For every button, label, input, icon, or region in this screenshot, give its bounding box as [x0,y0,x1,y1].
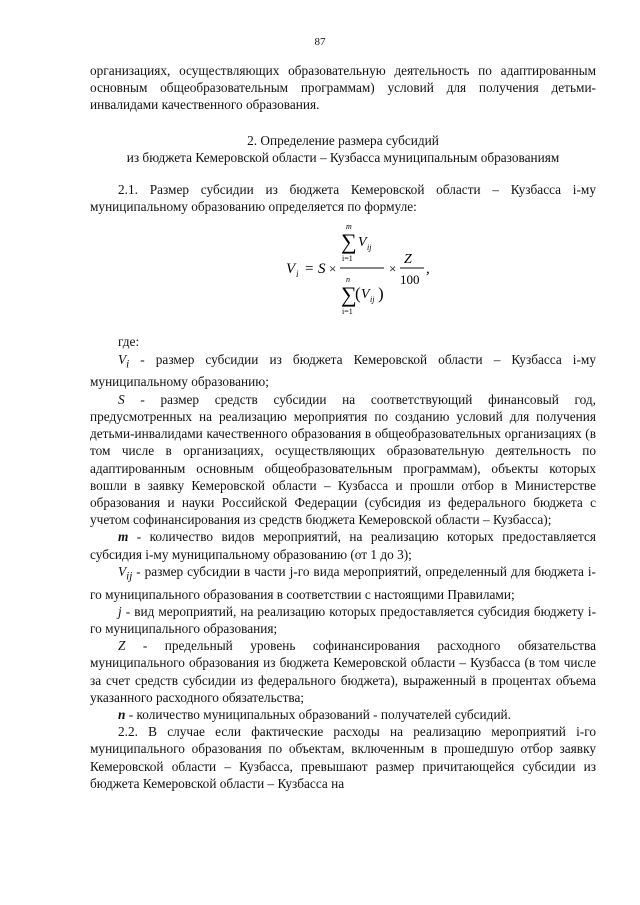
formula-z: Z [404,252,412,268]
definition-vi [90,351,596,391]
intro-paragraph: организациях, осуществляющих образовательную деятельность по адаптированным основным общеобразовательным программам) условий для получения детьми-инвалидами качественного образования. [90,63,596,113]
formula-den-rparen: ) [378,284,384,304]
formula-num-sum-top: m [346,222,352,232]
formula-100: 100 [400,272,420,288]
formula-lhs: V [286,261,296,278]
definition-vij [90,563,596,603]
definition-j [90,603,596,637]
formula-equals: = [305,261,314,278]
definition-n-text: - количество муниципальных образований - получателей субсидий. [125,707,511,722]
symbol-j: j [118,603,122,619]
definition-m-text: - количество видов мероприятий, на реализацию которых предоставляется субсидия i-му муниципальному образованию (от 1 до 3); [90,529,596,562]
formula-svg [286,219,446,319]
definition-z [90,637,596,706]
formula-comma: , [426,261,430,278]
formula-den-sum-top: n [346,275,350,285]
symbol-z: Z [118,638,126,654]
symbol-vij-sub: ij [126,570,133,583]
symbol-n: n [118,707,126,722]
section-heading-line1: 2. Определение размера субсидий [247,132,439,148]
formula-times-1: × [329,261,337,277]
formula-num-sum-bottom: i=1 [342,254,353,264]
formula-den-var: V [361,287,370,303]
section-heading-line2: из бюджета Кемеровской области – Кузбасса муниципальным образованиям [126,149,560,165]
definition-vi-text: - размер субсидии из бюджета Кемеровской области – Кузбасса i-му муниципальному образованию; [90,351,596,390]
paragraph-2-1: 2.1. Размер субсидии из бюджета Кемеровской области – Кузбасса i-му муниципальному образованию определяется по формуле: [90,182,596,215]
symbol-s: S [118,391,125,407]
definition-n [90,706,596,723]
definition-m [90,528,596,562]
formula-num-sub: ij [367,243,372,253]
definition-s [90,391,596,529]
subsidy-formula [90,219,596,319]
symbol-vi: V [118,351,127,367]
document-body [90,62,596,792]
definition-j-text: - вид мероприятий, на реализацию которых предоставляется субсидия бюджету i-го муниципального образования; [90,603,596,636]
definition-z-text: - предельный уровень софинансирования расходного обязательства муниципального образования из бюджета Кемеровской области – Кузбасса (в том числе за счет средств субсидии из федерального бюджета), выраженный в процентах объема указанного расходного обязательства; [90,638,596,705]
formula-lhs-sub: i [296,269,299,280]
symbol-m: m [118,529,129,545]
paragraph-2-2: 2.2. В случае если фактические расходы на реализацию мероприятий i-го муниципального образования по объектам, включенным в прошедшую отбор заявку Кемеровской области – Кузбасса, превышают размер причитающейся субсидии из бюджета Кемеровской области – Кузбасса на [90,724,596,791]
formula-num-var: V [358,235,367,251]
definition-s-text: - размер средств субсидии на соответствующий финансовый год, предусмотренных на реализацию мероприятия по созданию условий для получения детьми-инвалидами качественного образования в общеобразовательных организациях (в том числе в организациях, осуществляющих образовательную деятельность по адаптированным основным общеобразовательным программам), объекты которых вошли в заявку Кемеровской области – Кузбасса и прошли отбор в Министерстве образования и науки Российской Федерации (субсидия из федерального бюджета с учетом софинансирования из средств бюджета Кемеровской области – Кузбасса); [90,391,596,528]
where-label: где: [118,334,140,350]
formula-num-sigma: ∑ [341,229,357,255]
formula-den-sub: ij [370,295,375,305]
formula-den-sigma: ∑ [341,282,357,308]
formula-times-2: × [389,261,397,277]
formula-s: S [318,261,326,278]
page-number: 87 [314,36,326,48]
section-heading [90,132,596,166]
definition-vij-text: - размер субсидии в части j-го вида мероприятий, определенный для бюджета i-го муниципального образования в соответствии с настоящими Правилами; [90,563,596,602]
formula-den-lparen: ( [355,284,361,304]
symbol-vi-sub: i [126,358,130,371]
symbol-vij: V [118,563,127,579]
formula-den-sum-bottom: i=1 [342,307,353,317]
